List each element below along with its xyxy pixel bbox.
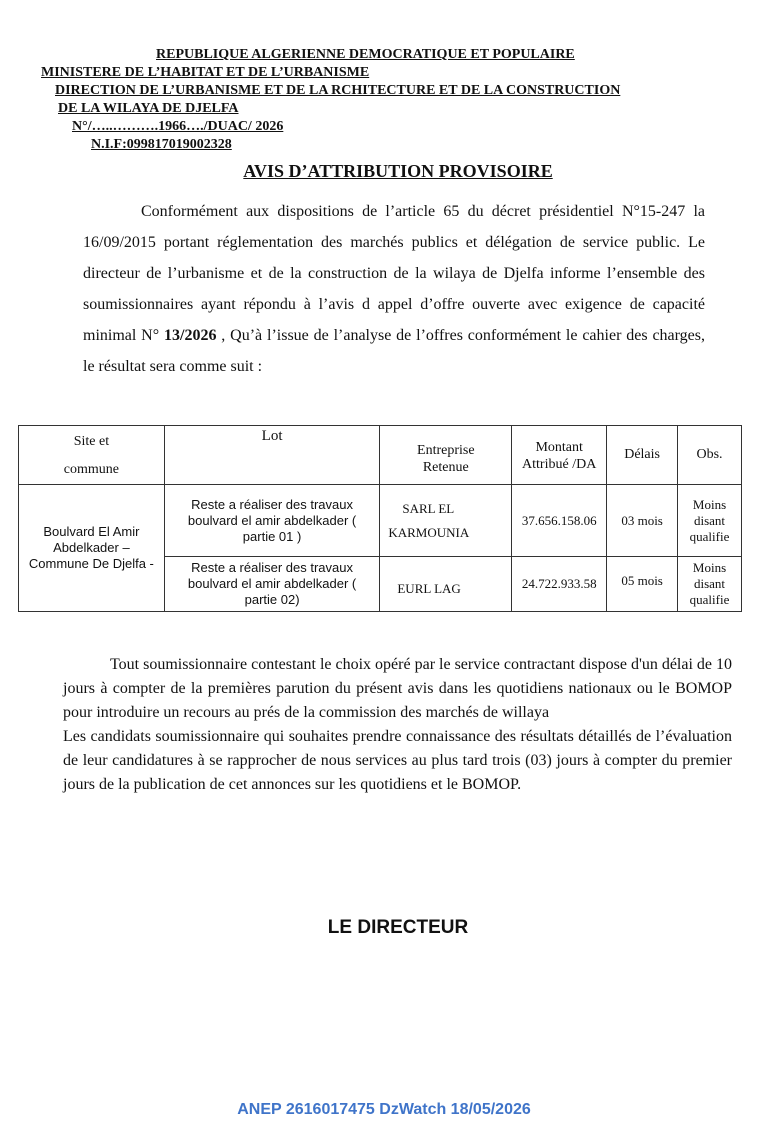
cell-lot bbox=[164, 557, 380, 612]
obs-line3: qualifie bbox=[689, 592, 730, 607]
header-delais: Délais bbox=[607, 426, 678, 485]
cell-delais bbox=[607, 557, 678, 612]
intro-text-before: Conformément aux dispositions de l’article 65 du décret présidentiel N°15-247 la 16/09/2015 portant réglementation des marchés publics et délégation de service public. Le directeur de l’urbanisme et de la construction de la wilaya de Djelfa informe l’ensemble des soumissionnaires ayant répondu à l’avis d appel d’offre ouverte avec exigence de capacité minimal N° bbox=[83, 203, 705, 344]
header-direction: DIRECTION DE L’URBANISME ET DE LA RCHITECTURE ET DE LA CONSTRUCTION bbox=[55, 83, 621, 98]
cell-montant: 37.656.158.06 bbox=[512, 485, 607, 557]
cell-delais: 03 mois bbox=[607, 485, 678, 557]
header-entreprise bbox=[380, 426, 512, 485]
cell-entreprise bbox=[380, 485, 512, 557]
obs-line3: qualifie bbox=[689, 528, 730, 544]
header-obs: Obs. bbox=[678, 426, 742, 485]
cell-montant: 24.722.933.58 bbox=[512, 557, 607, 612]
cell-obs bbox=[678, 485, 742, 557]
entreprise-line1: EURL LAG bbox=[397, 581, 461, 596]
recours-text: Tout soumissionnaire contestant le choix opéré par le service contractant dispose d'un délai de 10 jours à compter de la premières parution du présent avis dans les quotidiens nationaux ou le BOMOP pour introduire un recours au prés de la commission des marchés de willaya bbox=[63, 656, 733, 721]
results-table bbox=[18, 425, 742, 612]
obs-line2: disant bbox=[693, 576, 726, 591]
header-nif: N.I.F:099817019002328 bbox=[91, 137, 232, 152]
entreprise-line2: KARMOUNIA bbox=[388, 524, 470, 540]
table-row bbox=[19, 485, 742, 557]
entreprise-line1: SARL EL bbox=[402, 500, 455, 516]
obs-line1: Moins bbox=[692, 496, 727, 512]
header-lot-label: Lot bbox=[261, 428, 283, 444]
header-ministry: MINISTERE DE L’HABITAT ET DE L’URBANISME bbox=[41, 65, 370, 80]
cell-site bbox=[19, 485, 165, 612]
intro-paragraph bbox=[83, 196, 705, 382]
header-lot bbox=[164, 426, 380, 485]
recours-section bbox=[63, 653, 732, 797]
obs-line1: Moins bbox=[692, 560, 727, 575]
header-montant-line2: Attribué /DA bbox=[522, 457, 597, 472]
header-montant bbox=[512, 426, 607, 485]
table-header-row bbox=[19, 426, 742, 485]
header-montant-line1: Montant bbox=[535, 440, 583, 455]
intro-number: 13/2026 bbox=[164, 327, 217, 344]
cell-obs bbox=[678, 557, 742, 612]
header-entreprise-line1: Entreprise bbox=[417, 443, 475, 458]
cell-entreprise bbox=[380, 557, 512, 612]
delais-label: 05 mois bbox=[621, 573, 663, 588]
lot-label: Reste a réaliser des travaux boulvard el amir abdelkader ( partie 02) bbox=[187, 560, 357, 607]
header-entreprise-line2: Retenue bbox=[422, 460, 469, 475]
lot-label: Reste a réaliser des travaux boulvard el amir abdelkader ( partie 01 ) bbox=[187, 496, 357, 544]
header-reference: N°/…..……….1966…./DUAC/ 2026 bbox=[72, 119, 284, 134]
intro-text-after: , Qu’à l’issue de l’analyse de l’offres conformément le cahier des charges, le résultat sera comme suit : bbox=[83, 327, 706, 375]
recours-paragraph bbox=[63, 653, 732, 725]
header-republic: REPUBLIQUE ALGERIENNE DEMOCRATIQUE ET POPULAIRE bbox=[156, 47, 575, 62]
document-title: AVIS D’ATTRIBUTION PROVISOIRE bbox=[243, 161, 553, 181]
site-label: Boulvard El Amir Abdelkader – Commune De Djelfa - bbox=[28, 524, 154, 571]
header-site-line1: Site et bbox=[73, 434, 110, 449]
header-site-line2: commune bbox=[63, 462, 119, 477]
obs-line2: disant bbox=[693, 512, 726, 528]
cell-lot bbox=[164, 485, 380, 557]
signature-title: LE DIRECTEUR bbox=[327, 917, 469, 938]
consultation-paragraph: Les candidats soumissionnaire qui souhaites prendre connaissance des résultats détaillés de l’évaluation de leur candidatures à se rapprocher de nous services au plus tard trois (03) jours à compter du premier jours de la publication de cet annonces sur les quotidiens et le BOMOP. bbox=[63, 728, 732, 793]
header-site bbox=[19, 426, 165, 485]
header-wilaya: DE LA WILAYA DE DJELFA bbox=[58, 101, 239, 116]
publication-footer: ANEP 2616017475 DzWatch 18/05/2026 bbox=[237, 1101, 531, 1118]
